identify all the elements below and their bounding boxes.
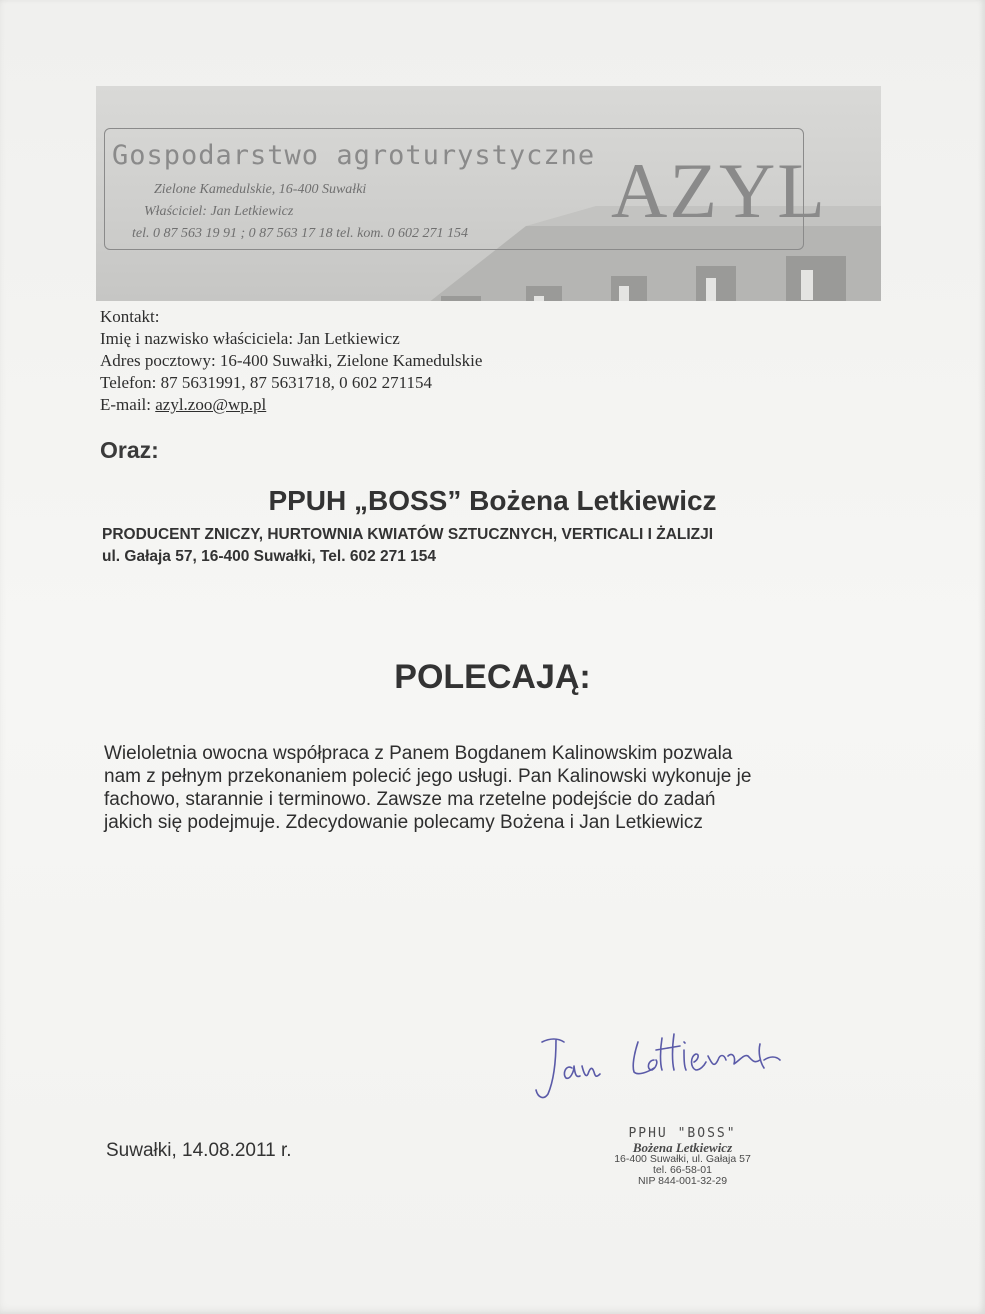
place-and-date: Suwałki, 14.08.2011 r. bbox=[106, 1140, 292, 1161]
letterhead-phones: tel. 0 87 563 19 91 ; 0 87 563 17 18 tel. kom. 0 602 271 154 bbox=[132, 226, 468, 241]
contact-email-link[interactable]: azyl.zoo@wp.pl bbox=[155, 395, 267, 414]
letterhead-owner: Właściciel: Jan Letkiewicz bbox=[144, 204, 294, 219]
contact-address: Adres pocztowy: 16-400 Suwałki, Zielone Kamedulskie bbox=[100, 351, 483, 370]
oraz-label: Oraz: bbox=[100, 437, 159, 463]
company-address: ul. Gałaja 57, 16-400 Suwałki, Tel. 602 271 154 bbox=[102, 548, 437, 565]
contact-phone: Telefon: 87 5631991, 87 5631718, 0 602 271154 bbox=[100, 373, 433, 392]
recommendation-body bbox=[104, 742, 884, 834]
letterhead-address: Zielone Kamedulskie, 16-400 Suwałki bbox=[154, 182, 367, 197]
body-line: nam z pełnym przekonaniem polecić jego usługi. Pan Kalinowski wykonuje je bbox=[104, 766, 752, 787]
letterhead-banner bbox=[96, 86, 881, 301]
letterhead-title: Gospodarstwo agroturystyczne bbox=[112, 140, 596, 171]
contact-email-label: E-mail: bbox=[100, 395, 156, 414]
contact-heading: Kontakt: bbox=[100, 307, 160, 326]
stamp-owner: Bożena Letkiewicz bbox=[632, 1140, 733, 1155]
contact-block bbox=[100, 306, 482, 416]
contact-email-row bbox=[100, 394, 482, 416]
company-stamp bbox=[585, 1127, 780, 1187]
company-description: PRODUCENT ZNICZY, HURTOWNIA KWIATÓW SZTUCZNYCH, VERTICALI I ŻALIZJI bbox=[102, 526, 714, 543]
recommendation-heading: POLECAJĄ: bbox=[394, 658, 591, 696]
stamp-phone: tel. 66-58-01 bbox=[653, 1164, 712, 1176]
body-line: jakich się podejmuje. Zdecydowanie polecamy Bożena i Jan Letkiewicz bbox=[104, 812, 703, 833]
company-name: PPUH „BOSS” Bożena Letkiewicz bbox=[268, 485, 717, 516]
stamp-address: 16-400 Suwałki, ul. Gałaja 57 bbox=[614, 1153, 751, 1165]
stamp-nip: NIP 844-001-32-29 bbox=[637, 1175, 728, 1187]
contact-name: Imię i nazwisko właściciela: Jan Letkiewicz bbox=[100, 329, 400, 348]
body-line: Wieloletnia owocna współpraca z Panem Bogdanem Kalinowskim pozwala bbox=[104, 743, 733, 764]
stamp-company: PPHU "BOSS" bbox=[628, 1126, 737, 1141]
body-line: fachowo, starannie i terminowo. Zawsze ma rzetelne podejście do zadań bbox=[104, 789, 716, 810]
handwritten-signature bbox=[528, 1020, 798, 1110]
letterhead-brand: AZYL bbox=[611, 147, 827, 234]
